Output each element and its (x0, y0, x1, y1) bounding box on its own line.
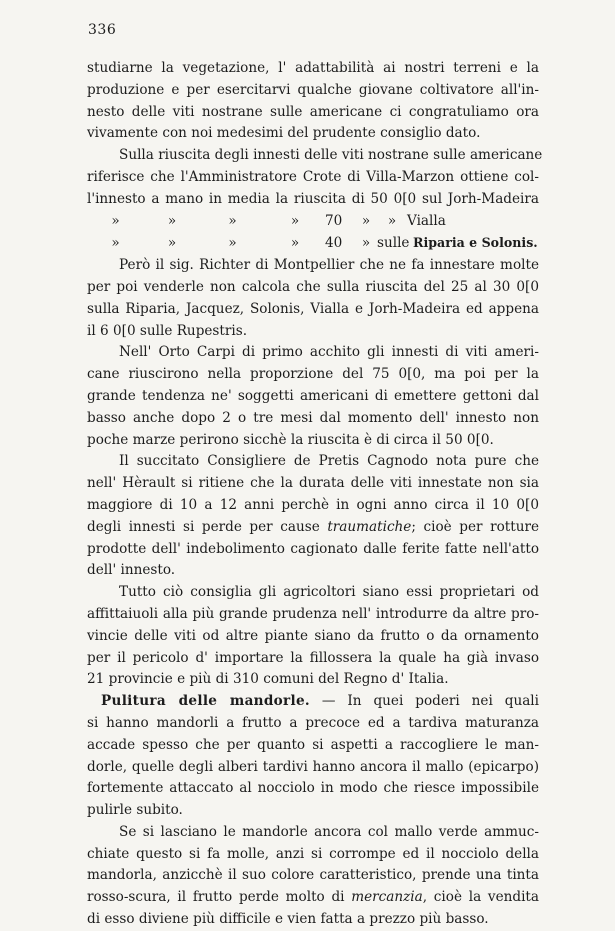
ditto-mark: » (228, 212, 237, 229)
ditto-mark: » (387, 212, 397, 229)
text-line (87, 517, 539, 539)
text-line: prodotte dell' indebolimento cagionato dalle ferite fatte nell'atto (87, 540, 539, 557)
text-line: vincie delle viti od altre piante siano da frutto o da ornamento (87, 627, 539, 644)
ditto-mark: » (228, 235, 237, 252)
text-line: Se si lasciano le mandorle ancora col mallo verde ammuc- (119, 823, 539, 840)
text-segment: , cioè la vendita (422, 889, 539, 906)
text-line: per il pericolo d' importare la fillossera la quale ha già invaso (87, 649, 539, 666)
table-value: 40 (325, 235, 343, 252)
text-segment: — In quei poderi nei quali (309, 693, 539, 710)
italic-term: traumatiche (327, 518, 412, 535)
ditto-mark: » (167, 212, 177, 229)
text-line: riferisce che l'Amministratore Crote di Villa-Marzon ottiene col- (87, 168, 539, 185)
ditto-mark: » (290, 235, 300, 252)
text-line: dell' innesto. (87, 562, 176, 579)
section-heading: Pulitura delle mandorle. (101, 693, 310, 710)
table-variety: Riparia e Solonis. (413, 235, 538, 251)
text-line: il 6 0[0 sulle Rupestris. (87, 322, 248, 339)
text-line: vivamente con noi medesimi del prudente consiglio dato. (87, 125, 481, 142)
text-segment: rosso-scura, il frutto perde molto di (87, 889, 352, 906)
text-line: mandorla, anzicchè il suo colore caratteristico, prende una tinta (87, 867, 539, 884)
table-row (87, 211, 539, 233)
table-variety: Vialla (407, 212, 446, 229)
ditto-mark: » (290, 212, 300, 229)
text-line: per poi venderle non calcola che sulla riuscita del 25 al 30 0[0 (87, 278, 539, 295)
text-line: pulirle subito. (87, 802, 183, 819)
text-line: 21 provincie e più di 310 comuni del Regno d' Italia. (87, 671, 449, 688)
text-line: si hanno mandorli a frutto a precoce ed a tardiva maturanza (87, 714, 539, 731)
text-line: maggiore di 10 a 12 anni perchè in ogni anno circa il 10 0[0 (87, 496, 539, 513)
text-line: grande tendenza ne' soggetti americani di emettere gettoni dal (87, 387, 539, 404)
text-line: l'innesto a mano in media la riuscita di 50 0[0 sul Jorh-Madeira (87, 190, 539, 207)
text-line: fortemente attaccato al nocciolo in modo che riesce impossibile (87, 780, 539, 797)
text-line: studiarne la vegetazione, l' adattabilità ai nostri terreni e la (87, 60, 539, 76)
text-line: Sulla riuscita degli innesti delle viti nostrane sulle americane (119, 147, 543, 164)
text-line: basso anche dopo 2 o tre mesi dal momento dell' innesto non (87, 409, 539, 426)
ditto-mark: » (361, 235, 371, 252)
text-line: sulla Riparia, Jacquez, Solonis, Vialla e Jorh-Madeira ed appena (87, 300, 539, 317)
text-segment: degli innesti si perde per cause (87, 518, 328, 535)
text-line (87, 887, 539, 909)
ditto-mark: » (111, 212, 120, 229)
table-value: 70 (325, 212, 343, 229)
text-line: cane riuscirono nella proporzione del 75 0[0, ma poi per la (87, 366, 539, 383)
text-line: Il succitato Consigliere de Pretis Cagnodo nota pure che (119, 453, 539, 470)
page-number: 336 (88, 22, 117, 38)
text-line: nesto delle viti nostrane sulle americane ci congratuliamo ora (87, 103, 539, 120)
text-line: poche marze perirono sicchè la riuscita è di circa il 50 0[0. (87, 431, 494, 448)
table-row (87, 232, 539, 255)
section-heading-line (87, 691, 539, 713)
body-text (87, 58, 543, 931)
text-line: affittaiuoli alla più grande prudenza nell' introdurre da altre pro- (87, 605, 539, 622)
ditto-mark: » (111, 235, 120, 252)
ditto-mark: » (167, 235, 177, 252)
text-line: dorle, quelle degli alberi tardivi hanno ancora il mallo (epicarpo) (87, 758, 539, 775)
table-word: sulle (377, 235, 410, 252)
text-line: Però il sig. Richter di Montpellier che ne fa innestare molte (119, 257, 539, 274)
text-line: chiate questo si fa molle, anzi si corrompe ed il nocciolo della (87, 845, 539, 862)
italic-term: mercanzia (351, 889, 423, 906)
text-line: accade spesso che per quanto si aspetti a raccogliere le man- (87, 736, 539, 753)
text-line: produzione e per esercitarvi qualche giovane coltivatore all'in- (87, 81, 539, 98)
text-segment: ; cioè per rotture (411, 518, 539, 535)
text-line: nell' Hèrault si ritiene che la durata delle viti innestate non sia (87, 475, 539, 492)
text-line: di esso diviene più difficile e vien fatta a prezzo più basso. (87, 911, 489, 928)
text-line: Nell' Orto Carpi di primo acchito gli innesti di viti ameri- (119, 344, 539, 361)
text-line: Tutto ciò consiglia gli agricoltori siano essi proprietari od (119, 584, 539, 601)
ditto-mark: » (361, 212, 371, 229)
